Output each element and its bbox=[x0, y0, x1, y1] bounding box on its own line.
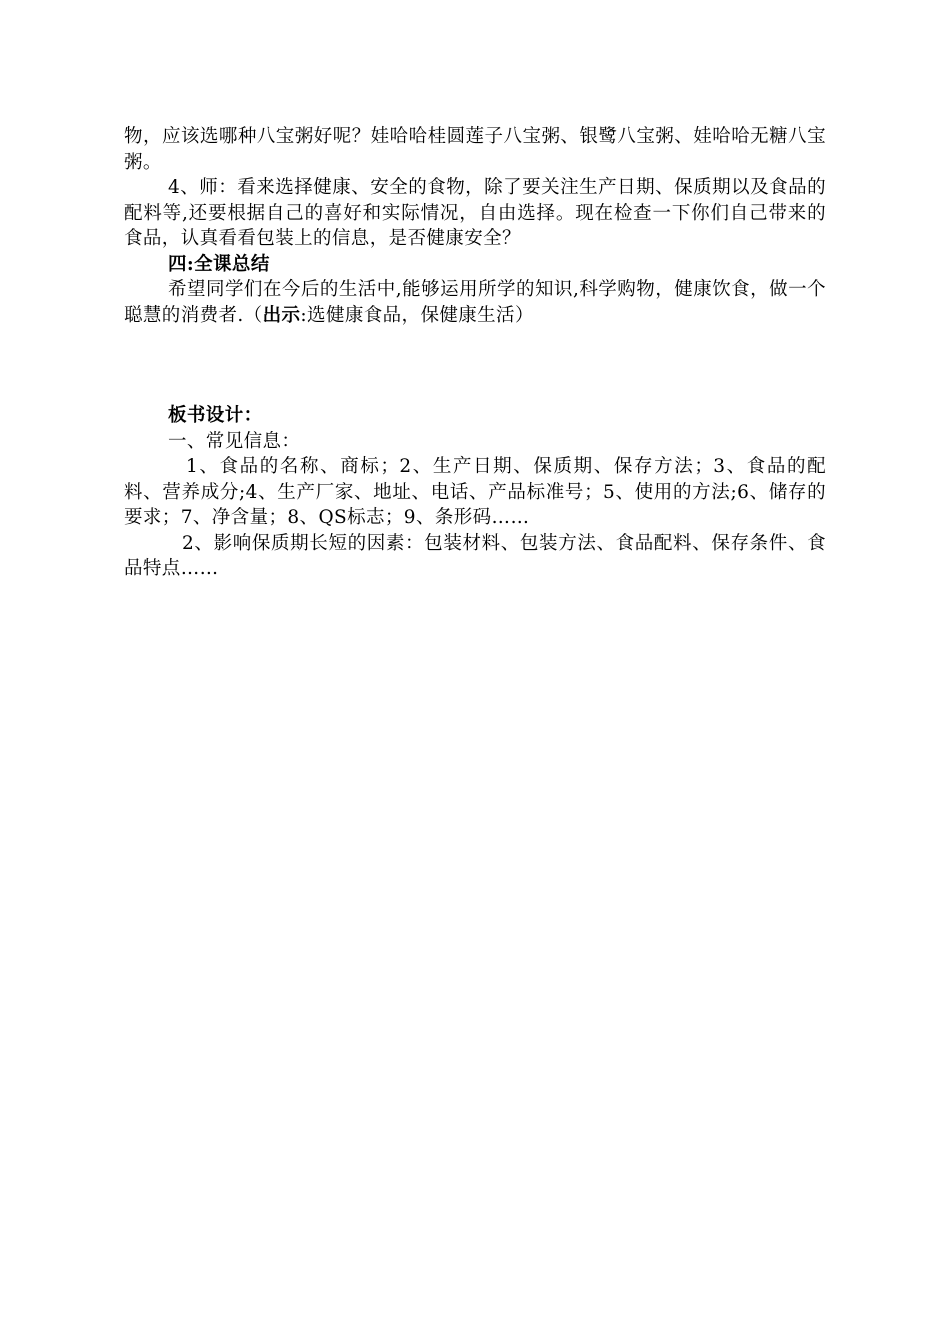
summary-slogan: :选健康食品，保健康生活） bbox=[300, 304, 534, 326]
board-item-common-info: 一、常见信息： bbox=[168, 430, 301, 452]
summary-show-label: 出示 bbox=[262, 304, 301, 326]
paragraph-ba-bao-zhou: 物，应该选哪种八宝粥好呢？娃哈哈桂圆莲子八宝粥、银鹭八宝粥、娃哈哈无糖八宝粥。 bbox=[124, 126, 826, 173]
paragraph-teacher-remark: 4、师：看来选择健康、安全的食物，除了要关注生产日期、保质期以及食品的配料等,还要根据自己的喜好和实际情况，自由选择。现在检查一下你们自己带来的食品，认真看看包装上的信息，是否健康安全？ bbox=[124, 177, 826, 249]
spacer bbox=[124, 328, 826, 403]
summary-text: 希望同学们在今后的生活中,能够运用所学的知识,科学购物，健康饮食，做一个聪慧的消费者.（ bbox=[124, 279, 826, 326]
board-item-shelf-life-factors: 2、影响保质期长短的因素：包装材料、包装方法、食品配料、保存条件、食品特点…… bbox=[124, 532, 826, 579]
document-body bbox=[124, 124, 826, 582]
paragraph-summary bbox=[124, 277, 826, 328]
section-heading-summary: 四:全课总结 bbox=[168, 253, 270, 275]
board-item-info-list: 1、食品的名称、商标；2、生产日期、保质期、保存方法；3、食品的配料、营养成分;4、生产厂家、地址、电话、产品标准号；5、使用的方法;6、储存的要求；7、净含量；8、QS标志；9、条形码…… bbox=[124, 456, 826, 528]
board-design-heading: 板书设计： bbox=[168, 405, 263, 426]
